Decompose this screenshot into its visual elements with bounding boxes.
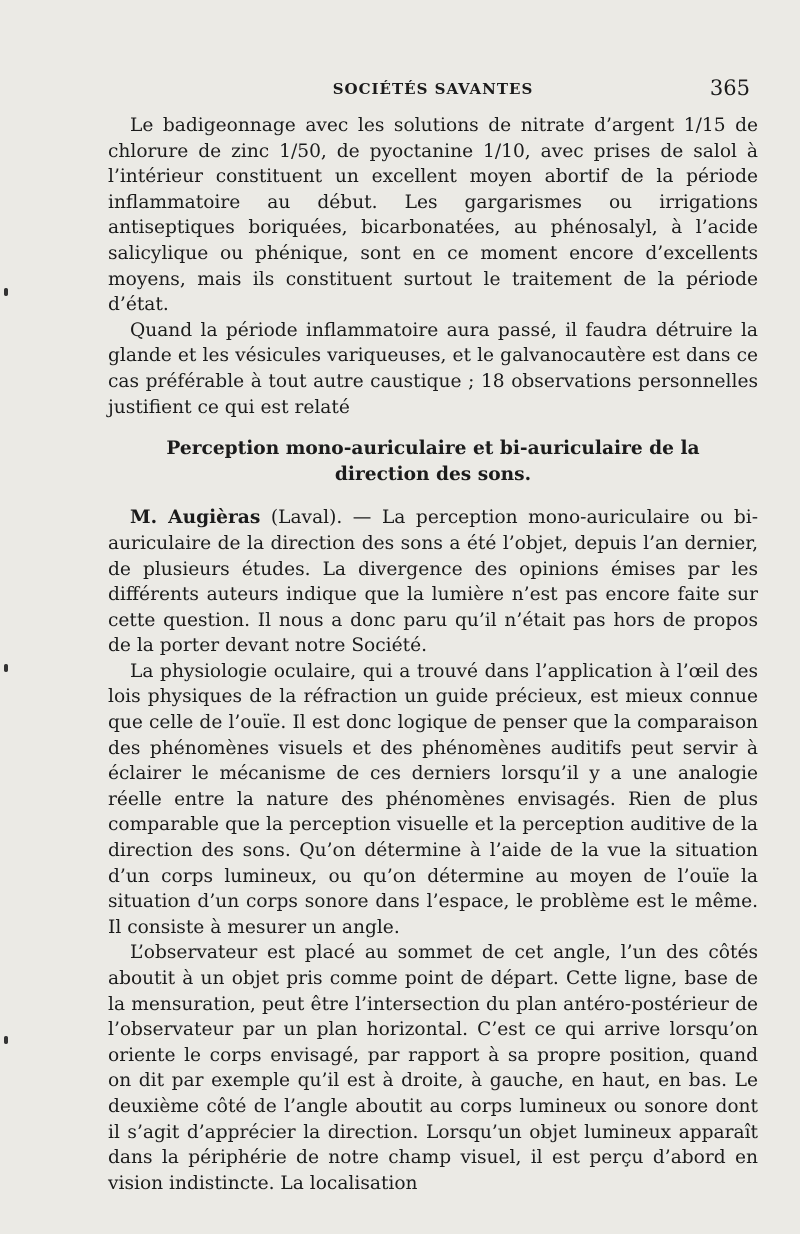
margin-mark: [4, 1036, 8, 1044]
paragraph: Quand la période inflammatoire aura passé, il faudra détruire la glande et les vésicules variqueuses, et le galvanocautère est dans ce cas préférable à tout autre caustique ; 18 observations personnelles justifient ce qui est relaté: [108, 319, 758, 418]
section-heading-line-1: Perception mono-auriculaire et bi-auriculaire de la: [166, 438, 700, 460]
margin-mark: [4, 664, 8, 672]
running-header: [108, 76, 758, 102]
paragraph: L’observateur est placé au sommet de cet angle, l’un des côtés aboutit à un objet pris comme point de départ. Cette ligne, base de la mensuration, peut être l’intersection du plan antéro-postérieur de l’observateur par un plan horizontal. C’est ce qui arrive lorsqu’on oriente le corps envisagé, par rapport à sa propre position, quand on dit par exemple qu’il est à droite, à gauche, en haut, en bas. Le deuxième côté de l’angle aboutit au corps lumineux ou sonore dont il s’agit d’apprécier la direction. Lorsqu’un objet lumineux apparaît dans la périphérie de notre champ visuel, il est perçu d’abord en vision indistincte. La localisation: [108, 942, 758, 1194]
section-heading: [108, 436, 758, 487]
running-header-title: SOCIÉTÉS SAVANTES: [332, 80, 534, 98]
paragraph-author-intro: [108, 505, 758, 659]
paragraph: Le badigeonnage avec les solutions de nitrate d’argent 1/15 de chlorure de zinc 1/50, de pyoctanine 1/10, avec prises de salol à l’intérieur constituent un excellent moyen abortif de la période inflammatoire au début. Les gargarismes ou irrigations antiseptiques boriquées, bicarbonatées, au phénosalyl, à l’acide salicylique ou phénique, sont en ce moment encore d’excellents moyens, mais ils constituent surtout le traitement de la période d’état.: [108, 115, 758, 316]
margin-mark: [4, 288, 8, 296]
author-name: M. Augièras: [130, 507, 261, 529]
section-heading-line-2: direction des sons.: [334, 463, 532, 485]
author-intro-text: (Laval). — La perception mono-auriculaire ou bi-auriculaire de la direction des sons a été l’objet, depuis l’an dernier, de plusieurs études. La divergence des opinions émises par les différents auteurs indique que la lumière n’est pas encore faite sur cette question. Il nous a donc paru qu’il n’était pas hors de propos de la porter devant notre Société.: [108, 507, 758, 657]
body-text: [108, 113, 758, 1196]
paragraph: La physiologie oculaire, qui a trouvé dans l’application à l’œil des lois physiques de la réfraction un guide précieux, est mieux connue que celle de l’ouïe. Il est donc logique de penser que la comparaison des phénomènes visuels et des phénomènes auditifs peut servir à éclairer le mécanisme de ces derniers lorsqu’il y a une analogie réelle entre la nature des phénomènes envisagés. Rien de plus comparable que la perception visuelle et la perception auditive de la direction des sons. Qu’on détermine à l’aide de la vue la situation d’un corps lumineux, ou qu’on détermine au moyen de l’ouïe la situation d’un corps sonore dans l’espace, le problème est le même. Il consiste à mesurer un angle.: [108, 660, 758, 938]
page-number: 365: [709, 76, 750, 100]
